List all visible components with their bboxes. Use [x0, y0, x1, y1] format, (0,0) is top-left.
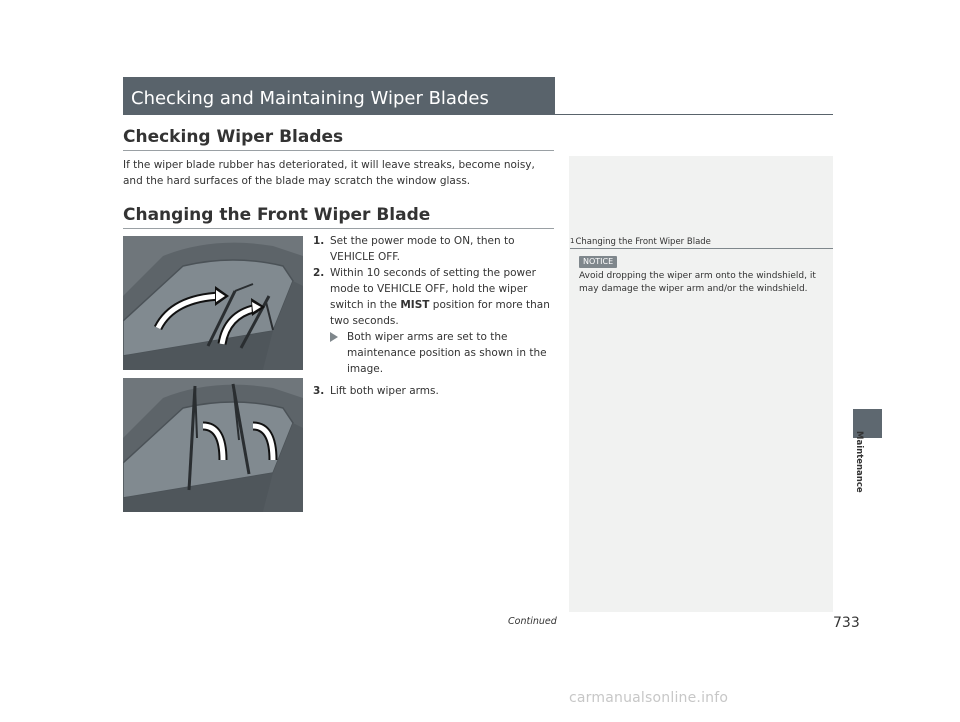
- chapter-tab-label: [853, 431, 866, 511]
- step-number: 1.: [313, 235, 325, 247]
- lift-wiper-arms-illustration: [123, 378, 303, 512]
- step-text: position for more than two seconds.: [330, 299, 550, 327]
- heading-divider: [123, 228, 554, 229]
- checking-wiper-blades-text: If the wiper blade rubber has deteriorated, it will leave streaks, become noisy, and the hard surfaces of the blade may scratch the window glass.: [123, 159, 535, 187]
- wiper-maintenance-position-illustration: [123, 236, 303, 370]
- step-text: Lift both wiper arms.: [330, 385, 439, 397]
- chapter-tab-label-text: Maintenance: [854, 431, 864, 493]
- notes-sidebar: [569, 156, 833, 612]
- section-title: Checking and Maintaining Wiper Blades: [131, 88, 489, 109]
- continued-label: Continued: [508, 616, 557, 627]
- result-text: Both wiper arms are set to the maintenance position as shown in the image.: [347, 331, 547, 375]
- sidebar-divider: [570, 248, 833, 249]
- page-number: 733: [833, 615, 860, 631]
- watermark: carmanualsonline.info: [569, 690, 729, 706]
- reference-marker: 1: [570, 237, 575, 245]
- notice-badge: NOTICE: [579, 256, 617, 268]
- step-2: [313, 265, 553, 329]
- checking-wiper-blades-heading: Checking Wiper Blades: [123, 127, 344, 147]
- changing-front-wiper-heading: Changing the Front Wiper Blade: [123, 205, 431, 225]
- heading-divider: [123, 150, 554, 151]
- step-number: 2.: [313, 267, 325, 279]
- step-result: [330, 329, 553, 377]
- step-text: Set the power mode to ON, then to VEHICLE OFF.: [330, 235, 515, 263]
- result-arrow-icon: [330, 332, 338, 342]
- step-3: [313, 383, 553, 399]
- notice-text: Avoid dropping the wiper arm onto the windshield, it may damage the wiper arm and/or the windshield.: [579, 271, 816, 294]
- section-title-rule: [555, 114, 833, 115]
- step-number: 3.: [313, 385, 325, 397]
- sidebar-heading-text: Changing the Front Wiper Blade: [575, 237, 711, 247]
- procedure-steps: [313, 233, 553, 399]
- sidebar-heading: [570, 237, 711, 247]
- step-text: Within 10 seconds of setting the power mode to VEHICLE OFF, hold the wiper switch in the: [330, 267, 536, 311]
- mist-position-label: MIST: [400, 299, 430, 311]
- step-1: [313, 233, 553, 265]
